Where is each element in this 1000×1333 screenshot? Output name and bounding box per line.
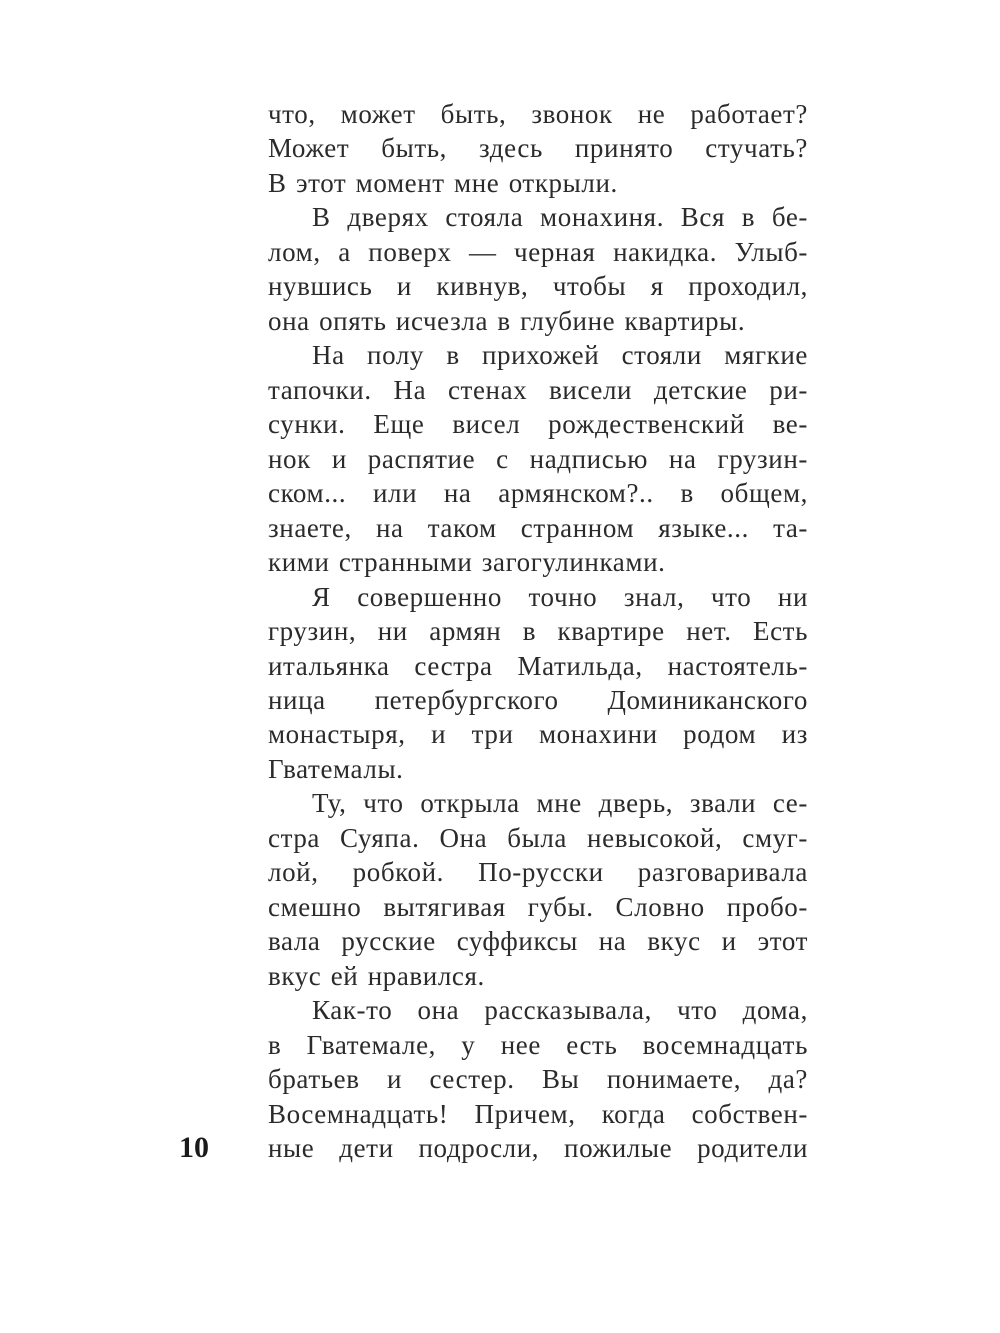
text-line: ском... или на армянском?.. в общем, <box>268 478 808 509</box>
text-line: Гватемалы. <box>268 753 404 784</box>
paragraph <box>268 993 808 1165</box>
text-line: что, может быть, звонок не работает? <box>268 99 808 129</box>
text-line: братьев и сестер. Вы понимаете, да? <box>268 1064 808 1095</box>
text-line: В дверях стояла монахиня. Вся в бе- <box>312 202 808 233</box>
text-line: знаете, на таком странном языке... та- <box>268 512 808 543</box>
paragraph <box>268 97 808 200</box>
text-line: Может быть, здесь принято стучать? <box>268 133 808 164</box>
text-line: монастыря, и три монахини родом из <box>268 719 808 750</box>
paragraph <box>268 200 808 338</box>
body-text <box>268 97 808 1166</box>
text-line: тапочки. На стенах висели детские ри- <box>268 374 808 405</box>
text-line: кими странными загогулинками. <box>268 547 666 578</box>
text-line: нувшись и кивнув, чтобы я проходил, <box>268 271 808 302</box>
text-line: Ту, что открыла мне дверь, звали се- <box>312 788 808 819</box>
text-line: лом, а поверх — черная накидка. Улыб- <box>268 236 808 267</box>
text-line: в Гватемале, у нее есть восемнадцать <box>268 1029 808 1060</box>
paragraph <box>268 580 808 787</box>
paragraph <box>268 786 808 993</box>
text-line: смешно вытягивая губы. Словно пробо- <box>268 891 808 922</box>
text-line: нок и распятие с надписью на грузин- <box>268 443 808 474</box>
text-line: сунки. Еще висел рождественский ве- <box>268 409 808 440</box>
text-line: стра Суяпа. Она была невысокой, смуг- <box>268 822 808 853</box>
text-line: она опять исчезла в глубине квартиры. <box>268 305 746 336</box>
text-line: грузин, ни армян в квартире нет. Есть <box>268 616 808 647</box>
text-line: итальянка сестра Матильда, настоятель- <box>268 650 808 681</box>
text-line: вкус ей нравился. <box>268 960 485 991</box>
text-line: В этот момент мне открыли. <box>268 167 618 198</box>
text-line: Я совершенно точно знал, что ни <box>312 581 808 612</box>
text-line: На полу в прихожей стояли мягкие <box>312 340 808 371</box>
text-line: лой, робкой. По-русски разговаривала <box>268 857 808 888</box>
text-line: вала русские суффиксы на вкус и этот <box>268 926 808 957</box>
text-line: Как-то она рассказывала, что дома, <box>312 995 808 1026</box>
page-number: 10 <box>179 1131 209 1164</box>
text-line: ные дети подросли, пожилые родители <box>268 1133 808 1164</box>
paragraph <box>268 338 808 579</box>
text-line: ница петербургского Доминиканского <box>268 684 808 715</box>
text-line: Восемнадцать! Причем, когда собствен- <box>268 1098 808 1129</box>
